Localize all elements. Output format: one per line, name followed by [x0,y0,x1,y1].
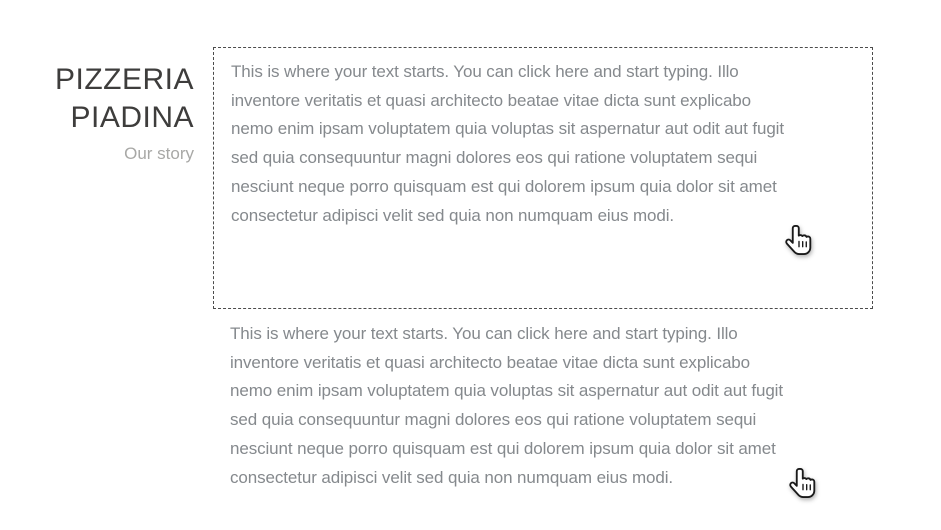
text-line: consectetur adipisci velit sed quia non numquam eius modi. [231,205,675,225]
section-subtitle[interactable]: Our story [124,144,194,163]
site-title[interactable]: PIZZERIA PIADINA [54,63,194,134]
text-line: nesciunt neque porro quisquam est qui dolorem ipsum quia dolor sit amet [231,176,777,196]
text-line: This is where your text starts. You can click here and start typing. Illo [230,324,738,343]
hand-pointer-cursor-icon [788,466,818,503]
text-line: nemo enim ipsam voluptatem quia voluptas sit aspernatur aut odit aut fugit [231,119,784,139]
text-line: This is where your text starts. You can click here and start typing. Illo [231,62,739,81]
text-line: nesciunt neque porro quisquam est qui dolorem ipsum quia dolor sit amet [230,438,776,458]
text-widget-selected[interactable] [213,47,873,309]
text-line: inventore veritatis et quasi architecto beatae vitae dicta sunt explicabo [230,352,751,372]
text-line: consectetur adipisci velit sed quia non numquam eius modi. [230,467,674,487]
story-heading [10,61,194,165]
text-widget[interactable] [230,320,783,492]
text-line: inventore veritatis et quasi architecto beatae vitae dicta sunt explicabo [231,90,752,110]
text-line: sed quia consequuntur magni dolores eos qui ratione voluptatem sequi [230,410,757,430]
text-line: nemo enim ipsam voluptatem quia voluptas sit aspernatur aut odit aut fugit [230,381,783,401]
text-line: sed quia consequuntur magni dolores eos qui ratione voluptatem sequi [231,148,758,168]
